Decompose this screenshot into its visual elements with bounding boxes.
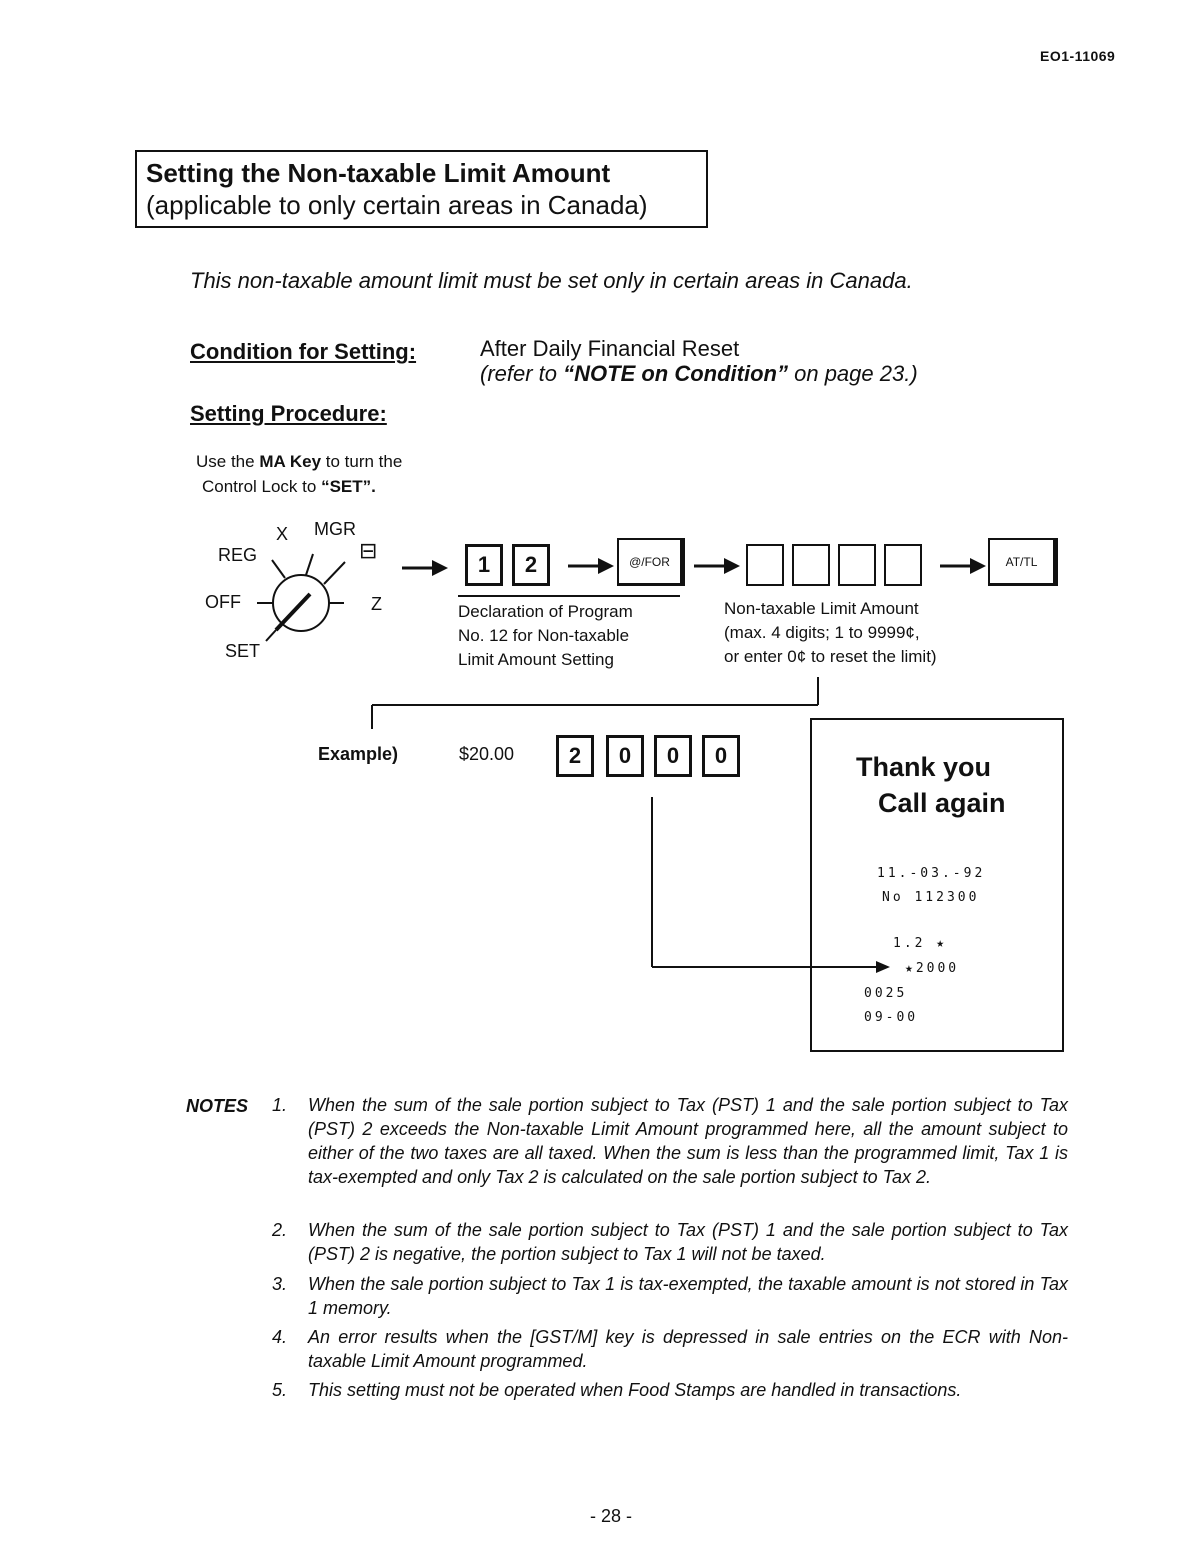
condition-label: Condition for Setting:: [190, 339, 417, 364]
note-item: [272, 1093, 1068, 1189]
page-number: - 28 -: [590, 1506, 633, 1526]
example-pointer-arrow-icon: [640, 795, 910, 975]
limit-desc-line: (max. 4 digits; 1 to 9999¢,: [724, 623, 920, 642]
ma-instruction-line2: [202, 477, 376, 497]
receipt-line: 1.2 ★: [893, 936, 948, 951]
receipt-thank-you: Thank you: [856, 752, 992, 782]
lock-label-reg: REG: [218, 545, 258, 565]
note-number: 4.: [272, 1327, 288, 1347]
note-number: 3.: [272, 1274, 288, 1294]
lock-label-off: OFF: [205, 592, 241, 612]
ma-set-label: “SET”.: [321, 477, 376, 496]
note-item: [272, 1378, 1068, 1402]
note-item: [272, 1218, 1068, 1266]
program-bracket-line: [458, 595, 680, 597]
ref-post: on page 23.): [788, 361, 918, 386]
key-1[interactable]: 1: [465, 544, 503, 586]
procedure-label: Setting Procedure:: [190, 401, 387, 426]
ref-pre: (refer to: [480, 361, 564, 386]
receipt-line: 0025: [864, 986, 908, 1001]
condition-value: After Daily Financial Reset: [480, 336, 740, 361]
lock-label-minus: ⊟: [359, 538, 378, 563]
program-desc-line: Declaration of Program: [458, 602, 633, 621]
program-desc-line: Limit Amount Setting: [458, 650, 614, 669]
note-item: [272, 1325, 1068, 1373]
connector-lines: [360, 675, 830, 735]
limit-desc-line: or enter 0¢ to reset the limit): [724, 647, 937, 666]
example-key[interactable]: 0: [606, 735, 644, 777]
note-text: When the sale portion subject to Tax 1 is tax-exempted, the taxable amount is not stored in Tax 1 memory.: [308, 1274, 1068, 1318]
note-text: An error results when the [GST/M] key is depressed in sale entries on the ECR with Non-taxable Limit Amount programmed.: [308, 1327, 1068, 1371]
receipt-line: 09-00: [864, 1010, 919, 1025]
limit-description: [724, 597, 937, 669]
digit-entry-box[interactable]: [838, 544, 876, 586]
ma-line2-pre: Control Lock to: [202, 477, 322, 496]
key-2[interactable]: 2: [512, 544, 550, 586]
ref-bold: “NOTE on Condition”: [563, 361, 788, 386]
example-amount: $20.00: [459, 744, 515, 764]
at-for-key[interactable]: @/FOR: [617, 538, 685, 586]
receipt-number: No 112300: [882, 890, 980, 905]
note-number: 5.: [272, 1380, 288, 1400]
note-text: When the sum of the sale portion subject to Tax (PST) 1 and the sale portion subject to Tax (PST) 2 is negative, the portion subject to Tax 1 will not be taxed.: [308, 1220, 1068, 1264]
digit-entry-box[interactable]: [746, 544, 784, 586]
receipt-call-again: Call again: [878, 788, 1006, 818]
note-number: 2.: [272, 1220, 288, 1240]
lock-label-set: SET: [225, 641, 261, 661]
lock-label-z: Z: [371, 594, 382, 614]
example-key[interactable]: 0: [702, 735, 740, 777]
arrow-right-icon: [692, 556, 742, 576]
digit-entry-box[interactable]: [884, 544, 922, 586]
receipt-date: 11.-03.-92: [877, 866, 986, 881]
ma-key-name: MA Key: [259, 452, 322, 471]
arrow-right-icon: [938, 556, 988, 576]
ma-post: to turn the: [321, 452, 403, 471]
example-key[interactable]: 2: [556, 735, 594, 777]
arrow-right-icon: [566, 556, 616, 576]
condition-reference: [480, 361, 918, 387]
at-tl-key[interactable]: AT/TL: [988, 538, 1058, 586]
section-title: Setting the Non-taxable Limit Amount: [146, 158, 611, 188]
ma-instruction-line1: [196, 452, 402, 472]
intro-text: This non-taxable amount limit must be set only in certain areas in Canada.: [190, 268, 913, 293]
lock-label-x: X: [276, 524, 289, 544]
lock-label-mgr: MGR: [314, 519, 356, 539]
example-label: Example): [318, 744, 399, 764]
arrow-right-icon: [400, 558, 450, 578]
receipt-limit-line: ★2000: [905, 961, 960, 976]
note-text: This setting must not be operated when Food Stamps are handled in transactions.: [308, 1380, 962, 1400]
document-number: EO1-11069: [1040, 48, 1116, 64]
section-subtitle: (applicable to only certain areas in Canada): [146, 190, 648, 220]
note-text: When the sum of the sale portion subject to Tax (PST) 1 and the sale portion subject to Tax (PST) 2 exceeds the Non-taxable Limit Amount programmed here, all the amount subject to either of the two taxes are all taxed. When the sum is less than the programmed limit, Tax 1 is tax-exempted and only Tax 2 is calculated on the sale portion subject to Tax 2.: [308, 1095, 1068, 1187]
note-number: 1.: [272, 1095, 288, 1115]
limit-desc-line: Non-taxable Limit Amount: [724, 599, 919, 618]
note-item: [272, 1272, 1068, 1320]
program-desc-line: No. 12 for Non-taxable: [458, 626, 630, 645]
program-description: [458, 600, 633, 672]
notes-label: NOTES: [186, 1096, 249, 1116]
example-key[interactable]: 0: [654, 735, 692, 777]
digit-entry-box[interactable]: [792, 544, 830, 586]
ma-pre: Use the: [196, 452, 260, 471]
